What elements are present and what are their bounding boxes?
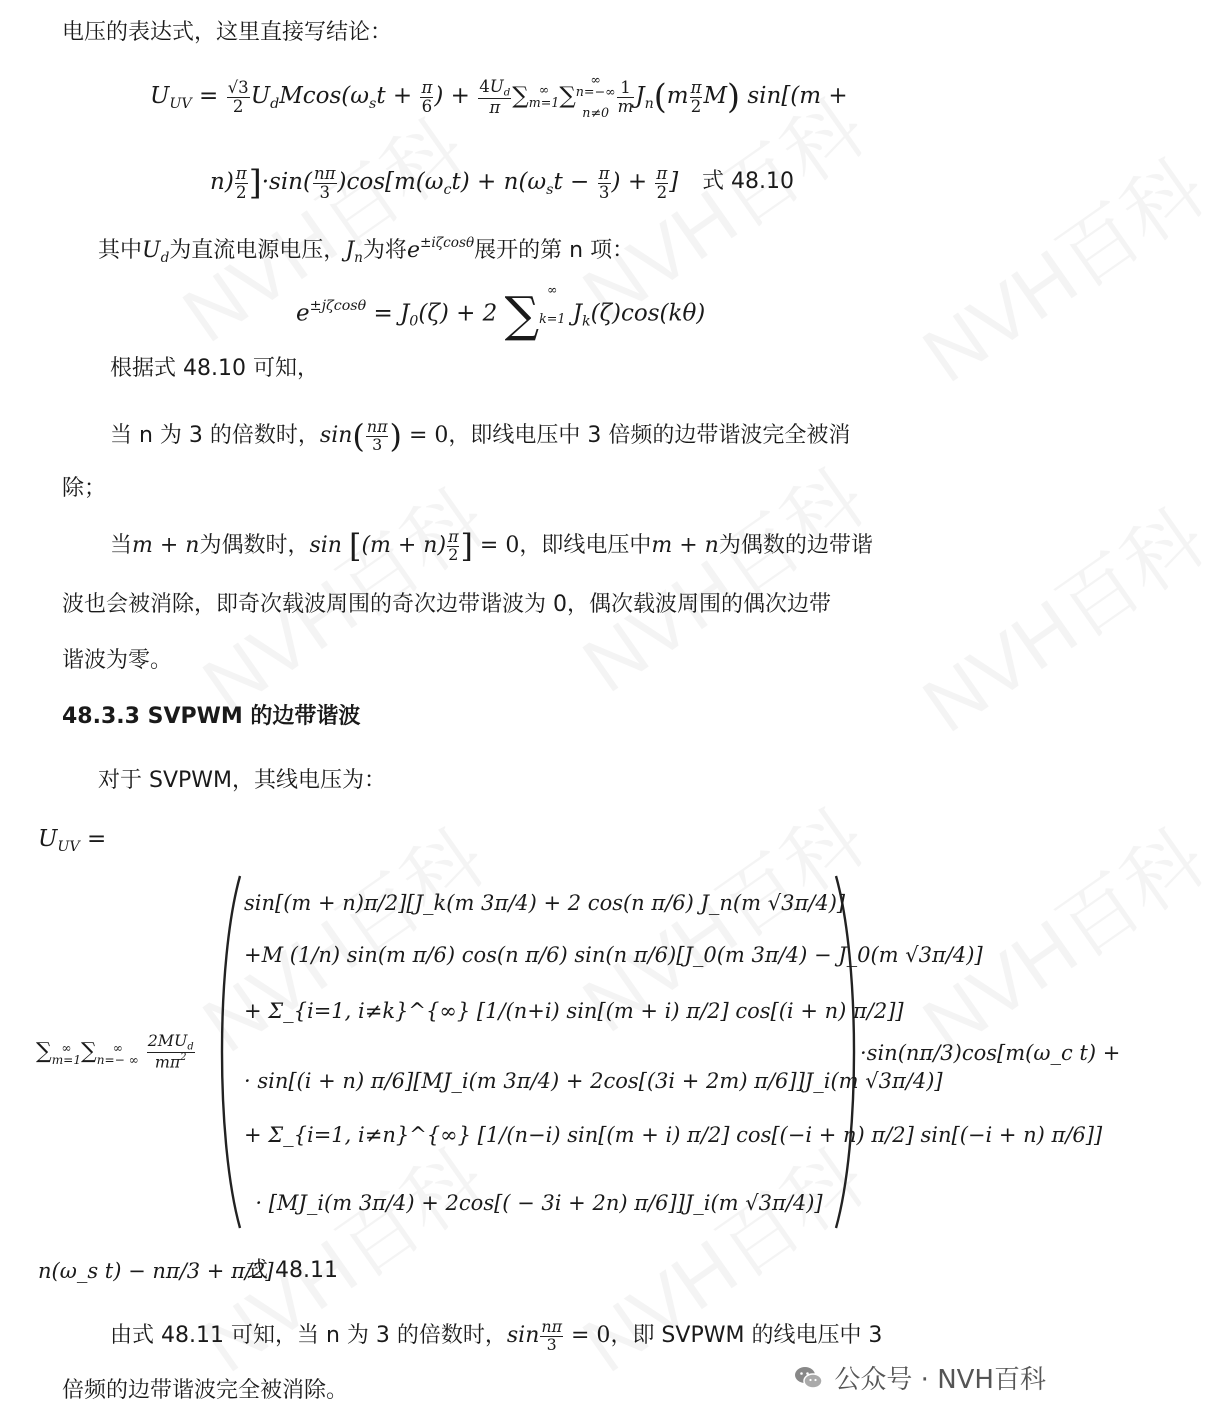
watermark [557, 438, 884, 714]
watermark [897, 128, 1224, 404]
equation-48-10-line2: n) $\frac{\pi}{2}$ ]·sin( $\frac{n\pi}{3}$ )$\cos[m(\omega_ct) + n(\omega_st$ − $\frac{\pi}{3}$ ) + $\frac{\pi}{2}$ ] [210, 163, 679, 202]
paragraph-m-plus-n-even-line2: 波也会被消除，即奇次载波周围的奇次边带谐波为 0，偶次载波周围的偶次边带 [62, 592, 831, 617]
definition-paragraph: 其中$U_d$为直流电源电压，$J_n$为将$e^{\pm i\zeta cos\theta}$展开的第 n 项： [98, 235, 635, 266]
paragraph-n-multiple-3: 当 n 为 3 的倍数时，sin( $\frac{n\pi}{3}$ ) = 0，即线电压中 3 倍频的边带谐波完全被消 [110, 417, 851, 455]
watermark [897, 798, 1224, 1074]
paragraph-from-eq: 根据式 48.10 可知， [110, 356, 319, 381]
equation-label-48-11: 式 48.11 [246, 1258, 338, 1283]
left-big-paren [214, 872, 244, 1232]
footer-account-name: 公众号 · NVH百科 [834, 1365, 1046, 1395]
expansion-equation: $e^{\pm j\zeta cos\theta} = J_0(\zeta) + 2$ ∑ ∞ k=1 $J_k(\zeta)\cos(k\theta)$ [296, 282, 706, 343]
footer-account [794, 1359, 1046, 1396]
svpwm-row-3: + Σ_{i=1, i≠k}^{∞} [1/(n+i) sin[(m + i) π/2] cos[(i + n) π/2]] [244, 999, 904, 1023]
svpwm-intro: 对于 SVPWM，其线电压为： [98, 768, 387, 793]
svpwm-outer-sum: ∑ ∞ m=1 ∑ ∞ n=− ∞ $\frac{2MU_d}{m\pi^2}$ [36, 1030, 194, 1072]
section-heading: 48.3.3 SVPWM 的边带谐波 [62, 704, 361, 729]
conclusion-paragraph: 由式 48.11 可知，当 n 为 3 的倍数时，sin $\frac{n\pi}{3}$ = 0，即 SVPWM 的线电压中 3 [110, 1316, 883, 1354]
right-big-paren [832, 872, 862, 1232]
svpwm-row-6: · [MJ_i(m 3π/4) + 2cos[( − 3i + 2n) π/6]]J_i(m √3π/4)] [255, 1191, 823, 1215]
svpwm-row-5: + Σ_{i=1, i≠n}^{∞} [1/(n−i) sin[(m + i) π/2] cos[(−i + n) π/2] sin[(−i + n) π/6]] [244, 1123, 1103, 1147]
svpwm-line2: n(ω_s t) − nπ/3 + π/2] [38, 1259, 274, 1283]
paragraph-n-multiple-3-cont: 除； [62, 476, 107, 501]
svpwm-lhs: $U_{UV}$ = [38, 826, 107, 855]
paragraph-m-plus-n-even-line3: 谐波为零。 [62, 648, 173, 673]
equation-48-10-line1: $U_{UV}$ = $\frac{√3}{2}$ $U_dMcos(\omega_st$ + $\frac{\pi}{6}$ ) + $\frac{4U_d}{\pi}$ ∑ ∞ m=1 ∑ ∞ n=−∞ n≠0 $\frac{1}{m}$ $J_n(m$ $\frac{\pi}{2}$ M) sin[(m + [150, 71, 848, 120]
paragraph-m-plus-n-even: 当m + n为偶数时，sin [(m + n) $\frac{\pi}{2}$ ] = 0，即线电压中m + n为偶数的边带谐 [110, 527, 873, 565]
svpwm-tail: ·sin(nπ/3)cos[m(ω_c t) + [860, 1041, 1121, 1065]
svpwm-row-2: +M (1/n) sin(m π/6) cos(n π/6) sin(n π/6)[J_0(m 3π/4) − J_0(m √3π/4)] [244, 943, 983, 967]
watermark [897, 478, 1224, 754]
wechat-icon [794, 1365, 824, 1391]
svpwm-row-4: · sin[(i + n) π/6][MJ_i(m 3π/4) + 2cos[(3i + 2m) π/6]]J_i(m √3π/4)] [244, 1069, 943, 1093]
equation-label-48-10: 式 48.10 [702, 169, 794, 194]
conclusion-paragraph-line2: 倍频的边带谐波完全被消除。 [62, 1378, 349, 1403]
intro-text: 电压的表达式，这里直接写结论： [62, 20, 393, 45]
svpwm-row-1: sin[(m + n)π/2][J_k(m 3π/4) + 2 cos(n π/6) J_n(m √3π/4)] [244, 891, 846, 915]
